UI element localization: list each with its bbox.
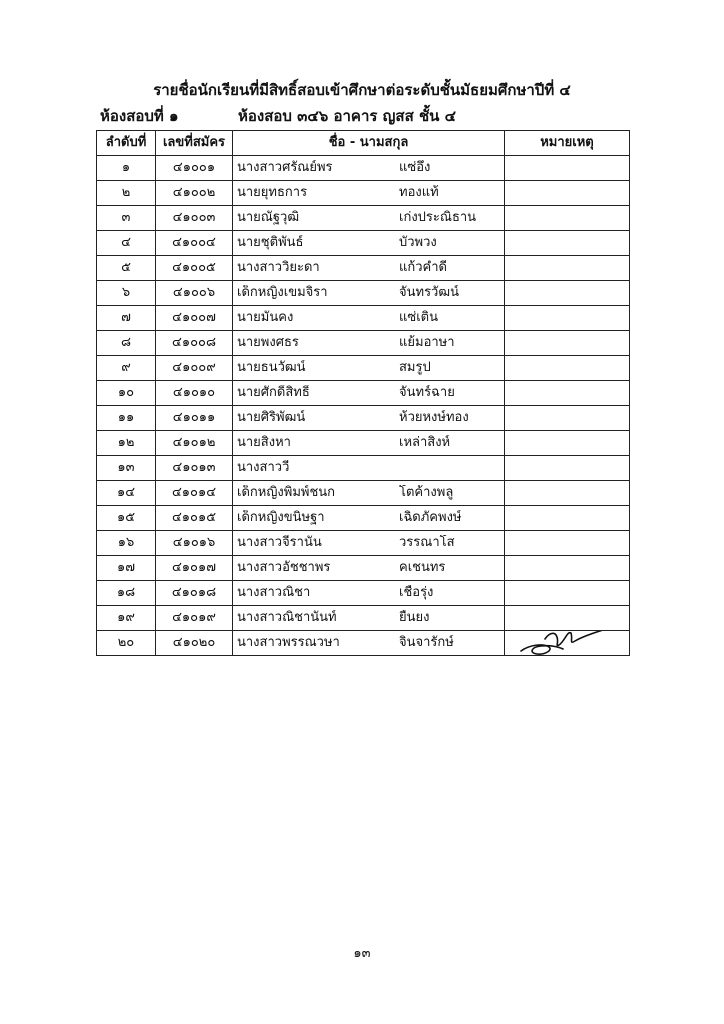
student-roster-table: [96, 130, 630, 656]
table-row: [97, 531, 630, 556]
first-name: นางสาวจีรานัน: [237, 535, 322, 550]
cell-remark: [505, 581, 630, 606]
cell-remark: [505, 631, 630, 656]
page-number: ๑๓: [353, 946, 371, 961]
cell-order: ๑: [97, 156, 156, 181]
cell-name: [233, 556, 505, 581]
last-name: คเชนทร: [399, 560, 446, 575]
cell-order: ๑๗: [97, 556, 156, 581]
first-name: นายสิงหา: [237, 435, 291, 450]
last-name: จันทรวัฒน์: [399, 285, 459, 300]
cell-name: [233, 581, 505, 606]
cell-order: ๑๐: [97, 381, 156, 406]
exam-room-number: ห้องสอบที่ ๑: [100, 107, 179, 125]
header-order: ลำดับที่: [97, 131, 156, 156]
cell-remark: [505, 406, 630, 431]
first-name: นางสาววี: [237, 460, 290, 475]
header-remark: หมายเหตุ: [505, 131, 630, 156]
cell-name: [233, 406, 505, 431]
cell-application-number: ๔๑๐๐๓: [156, 206, 233, 231]
table-row: [97, 256, 630, 281]
cell-name: [233, 356, 505, 381]
last-name: แซ่เติ๋น: [399, 310, 438, 325]
first-name: นายชุติพันธ์: [237, 235, 304, 250]
cell-name: [233, 631, 505, 656]
cell-name: [233, 306, 505, 331]
last-name: บัวพวง: [399, 235, 437, 250]
cell-remark: [505, 206, 630, 231]
first-name: เด็กหญิงขนิษฐา: [237, 510, 325, 525]
cell-name: [233, 156, 505, 181]
table-row: [97, 456, 630, 481]
table-row: [97, 206, 630, 231]
first-name: เด็กหญิงพิมพ์ชนก: [237, 485, 336, 500]
cell-remark: [505, 556, 630, 581]
document-title: รายชื่อนักเรียนที่มีสิทธิ์สอบเข้าศึกษาต่อระดับชั้นมัธยมศึกษาปีที่ ๔: [153, 81, 571, 99]
exam-room-location: ห้องสอบ ๓๔๖ อาคาร ญสส ชั้น ๔: [238, 107, 456, 125]
cell-application-number: ๔๑๐๐๑: [156, 156, 233, 181]
last-name: ห้วยหงษ์ทอง: [399, 410, 469, 425]
cell-order: ๘: [97, 331, 156, 356]
cell-order: ๑๑: [97, 406, 156, 431]
first-name: นางสาวศรัณย์พร: [237, 160, 333, 175]
cell-remark: [505, 456, 630, 481]
cell-order: ๑๔: [97, 481, 156, 506]
cell-name: [233, 331, 505, 356]
cell-name: [233, 531, 505, 556]
cell-name: [233, 206, 505, 231]
cell-application-number: ๔๑๐๐๖: [156, 281, 233, 306]
cell-order: ๕: [97, 256, 156, 281]
cell-remark: [505, 606, 630, 631]
cell-remark: [505, 481, 630, 506]
cell-application-number: ๔๑๐๑๔: [156, 481, 233, 506]
cell-application-number: ๔๑๐๑๓: [156, 456, 233, 481]
cell-name: [233, 381, 505, 406]
table-row: [97, 306, 630, 331]
signature-icon: [515, 631, 630, 656]
table-row: [97, 581, 630, 606]
first-name: นางสาวณิชานันท์: [237, 610, 337, 625]
cell-application-number: ๔๑๐๑๖: [156, 531, 233, 556]
cell-order: ๑๕: [97, 506, 156, 531]
cell-remark: [505, 381, 630, 406]
cell-remark: [505, 156, 630, 181]
cell-name: [233, 456, 505, 481]
cell-name: [233, 506, 505, 531]
cell-order: ๔: [97, 231, 156, 256]
cell-remark: [505, 181, 630, 206]
last-name: ยืนยง: [399, 610, 430, 625]
cell-application-number: ๔๑๐๐๗: [156, 306, 233, 331]
last-name: เก่งประณิธาน: [399, 210, 477, 225]
cell-remark: [505, 431, 630, 456]
header-application-number: เลขที่สมัคร: [156, 131, 233, 156]
table-row: [97, 631, 630, 656]
table-row: [97, 356, 630, 381]
cell-order: ๑๘: [97, 581, 156, 606]
last-name: เหล่าสิงห์: [399, 435, 451, 450]
cell-name: [233, 256, 505, 281]
table-row: [97, 381, 630, 406]
cell-order: ๓: [97, 206, 156, 231]
cell-remark: [505, 306, 630, 331]
cell-remark: [505, 231, 630, 256]
cell-application-number: ๔๑๐๐๙: [156, 356, 233, 381]
table-row: [97, 231, 630, 256]
cell-order: ๑๓: [97, 456, 156, 481]
first-name: นายศักดิ์สิทธิ์: [237, 385, 310, 400]
last-name: เชื้อรุ่ง: [399, 585, 434, 600]
cell-name: [233, 606, 505, 631]
last-name: สมรูป: [399, 360, 431, 375]
first-name: นางสาวอัชชาพร: [237, 560, 331, 575]
cell-application-number: ๔๑๐๐๒: [156, 181, 233, 206]
cell-application-number: ๔๑๐๑๕: [156, 506, 233, 531]
last-name: แย้มอาษา: [399, 335, 455, 350]
last-name: ทองแท้: [399, 185, 439, 200]
cell-order: ๖: [97, 281, 156, 306]
cell-remark: [505, 356, 630, 381]
cell-order: ๑๖: [97, 531, 156, 556]
table-row: [97, 431, 630, 456]
first-name: นางสาวณิชา: [237, 585, 311, 600]
cell-application-number: ๔๑๐๑๗: [156, 556, 233, 581]
first-name: นางสาวพรรณวษา: [237, 635, 340, 650]
header-name: ชื่อ - นามสกุล: [233, 131, 505, 156]
table-row: [97, 556, 630, 581]
cell-order: ๒๐: [97, 631, 156, 656]
first-name: นายธนวัฒน์: [237, 360, 306, 375]
last-name: แซ่อึ้ง: [399, 160, 431, 175]
cell-name: [233, 181, 505, 206]
cell-order: ๒: [97, 181, 156, 206]
cell-remark: [505, 331, 630, 356]
table-row: [97, 156, 630, 181]
cell-application-number: ๔๑๐๑๘: [156, 581, 233, 606]
table-row: [97, 606, 630, 631]
cell-application-number: ๔๑๐๑๙: [156, 606, 233, 631]
cell-application-number: ๔๑๐๒๐: [156, 631, 233, 656]
cell-application-number: ๔๑๐๐๕: [156, 256, 233, 281]
table-row: [97, 406, 630, 431]
table-row: [97, 281, 630, 306]
table-row: [97, 481, 630, 506]
cell-application-number: ๔๑๐๑๒: [156, 431, 233, 456]
first-name: นายศิริพัฒน์: [237, 410, 306, 425]
cell-application-number: ๔๑๐๐๘: [156, 331, 233, 356]
first-name: เด็กหญิงเขมจิรา: [237, 285, 328, 300]
first-name: นายยุทธการ: [237, 185, 308, 200]
cell-remark: [505, 531, 630, 556]
first-name: นางสาววิยะดา: [237, 260, 320, 275]
first-name: นายมั่นคง: [237, 310, 294, 325]
last-name: จินจารักษ์: [399, 635, 454, 650]
last-name: เฉิดภัคพงษ์: [399, 510, 462, 525]
table-row: [97, 181, 630, 206]
table-body: [97, 156, 630, 656]
last-name: โตค้างพลู: [399, 485, 454, 500]
table-row: [97, 506, 630, 531]
cell-order: ๑๒: [97, 431, 156, 456]
table-header-row: [97, 131, 630, 156]
cell-name: [233, 231, 505, 256]
cell-remark: [505, 506, 630, 531]
cell-remark: [505, 281, 630, 306]
cell-order: ๙: [97, 356, 156, 381]
cell-application-number: ๔๑๐๐๔: [156, 231, 233, 256]
last-name: วรรณาโส: [399, 535, 455, 550]
table-row: [97, 331, 630, 356]
cell-application-number: ๔๑๐๑๐: [156, 381, 233, 406]
last-name: แก้วคำดี: [399, 260, 447, 275]
cell-application-number: ๔๑๐๑๑: [156, 406, 233, 431]
cell-name: [233, 481, 505, 506]
cell-remark: [505, 256, 630, 281]
cell-name: [233, 281, 505, 306]
first-name: นายพงศธร: [237, 335, 299, 350]
first-name: นายณัฐวุฒิ: [237, 210, 300, 225]
cell-order: ๗: [97, 306, 156, 331]
cell-order: ๑๙: [97, 606, 156, 631]
last-name: จันทร์ฉาย: [399, 385, 455, 400]
cell-name: [233, 431, 505, 456]
